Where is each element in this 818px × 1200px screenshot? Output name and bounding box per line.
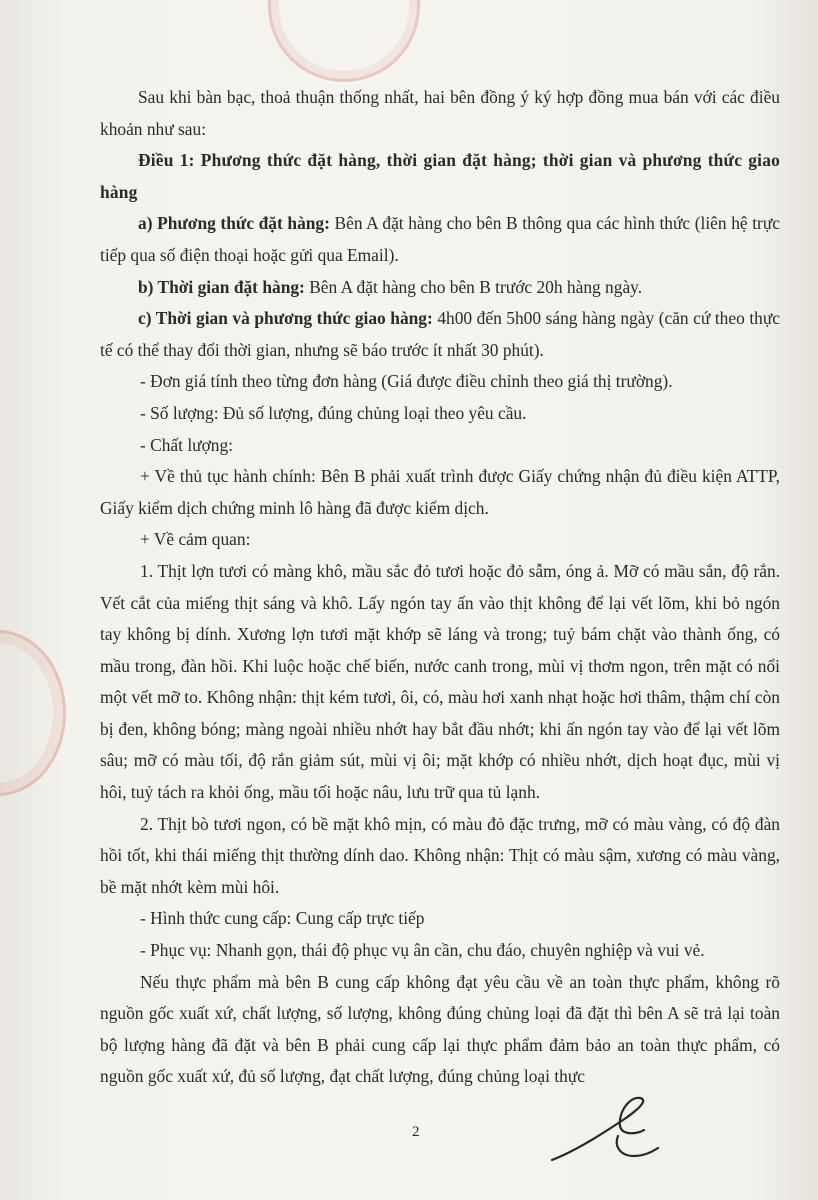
clause-b-text: Bên A đặt hàng cho bên B trước 20h hàng ngày. <box>304 276 643 297</box>
clause-b <box>100 272 780 304</box>
sensory-heading: + Về cảm quan: <box>140 529 251 550</box>
beef-criteria: 2. Thịt bò tươi ngon, có bề mặt khô mịn, có màu đỏ đặc trưng, mỡ có màu vàng, có độ đàn hồi tốt, khi thái miếng thịt thường dính dao. Không nhận: Thịt có màu sậm, xương có màu vàng, bề mặt nhớt kèm mùi hôi. <box>100 813 780 897</box>
page-number: 2 <box>412 1124 420 1140</box>
quality-line: - Chất lượng: <box>140 434 234 455</box>
admin-procedure: + Về thủ tục hành chính: Bên B phải xuất trình được Giấy chứng nhận đủ điều kiện ATTP, Giấy kiểm dịch chứng minh lô hàng đã được kiểm dịch. <box>100 466 780 518</box>
intro-paragraph: Sau khi bàn bạc, thoả thuận thống nhất, hai bên đồng ý ký hợp đồng mua bán với các điều khoản như sau: <box>100 87 780 139</box>
final-paragraph: Nếu thực phẩm mà bên B cung cấp không đạt yêu cầu về an toàn thực phẩm, không rõ nguồn gốc xuất xứ, chất lượng, số lượng, không đúng chủng loại đã đặt thì bên A sẽ trả lại toàn bộ lượng hàng đã đặt và bên B phải cung cấp lại thực phẩm đảm bảo an toàn thực phẩm, có nguồn gốc xuất xứ, đủ số lượng, đạt chất lượng, đúng chủng loại thực <box>100 971 780 1087</box>
pork-criteria: 1. Thịt lợn tươi có màng khô, mầu sắc đỏ tươi hoặc đỏ sẫm, óng ả. Mỡ có mầu sắn, độ rắn. Vết cắt của miếng thịt sáng và khô. Lấy ngón tay ấn vào thịt không để lại vết lõm, khi bỏ ngón tay không bị dính. Xương lợn tươi mặt khớp sẽ láng và trong; tuỷ bám chặt vào thành ống, có mầu trong, đàn hồi. Khi luộc hoặc chế biến, nước canh trong, mùi vị thơm ngon, trên mặt có nổi một vết mỡ to. Không nhận: thịt kém tươi, ôi, có, màu hơi xanh nhạt hoặc hơi thâm, thậm chí còn bị đen, không bóng; màng ngoài nhiều nhớt hay bắt đầu nhớt; khi ấn ngón tay vào để lại vết lõm sâu; mỡ có màu tối, độ rắn giảm sút, mùi vị ôi; mặt khớp có nhiều nhớt, dịch hoạt đục, mùi vị hôi, tuỷ tách ra khỏi ống, mầu tối hoặc nâu, lưu trữ qua tủ lạnh. <box>100 560 780 803</box>
clause-a-label: a) Phương thức đặt hàng: <box>138 213 330 234</box>
service-line: - Phục vụ: Nhanh gọn, thái độ phục vụ ân cần, chu đáo, chuyên nghiệp và vui vẻ. <box>140 940 705 961</box>
clause-b-label: b) Thời gian đặt hàng: <box>138 276 305 297</box>
clause-a <box>100 208 780 271</box>
clause-c-text: 4h00 đến 5h00 sáng hàng ngày (căn cứ theo thực tế có thể thay đổi thời gian, nhưng sẽ báo trước ít nhất 30 phút). <box>100 308 780 360</box>
clause-c <box>100 303 780 366</box>
red-seal-top <box>268 0 420 82</box>
price-line: - Đơn giá tính theo từng đơn hàng (Giá được điều chỉnh theo giá thị trường). <box>140 371 673 392</box>
red-seal-left <box>0 630 66 796</box>
document-body <box>100 82 780 1093</box>
supply-line: - Hình thức cung cấp: Cung cấp trực tiếp <box>140 908 425 929</box>
clause-c-label: c) Thời gian và phương thức giao hàng: <box>138 308 433 329</box>
signature-mark <box>548 1090 678 1170</box>
clause-a-text: Bên A đặt hàng cho bên B thông qua các hình thức (liên hệ trực tiếp qua số điện thoại hoặc gửi qua Email). <box>100 213 780 265</box>
article-1-heading: Điều 1: Phương thức đặt hàng, thời gian đặt hàng; thời gian và phương thức giao hàng <box>100 150 780 202</box>
quantity-line: - Số lượng: Đủ số lượng, đúng chủng loại theo yêu cầu. <box>140 402 527 423</box>
